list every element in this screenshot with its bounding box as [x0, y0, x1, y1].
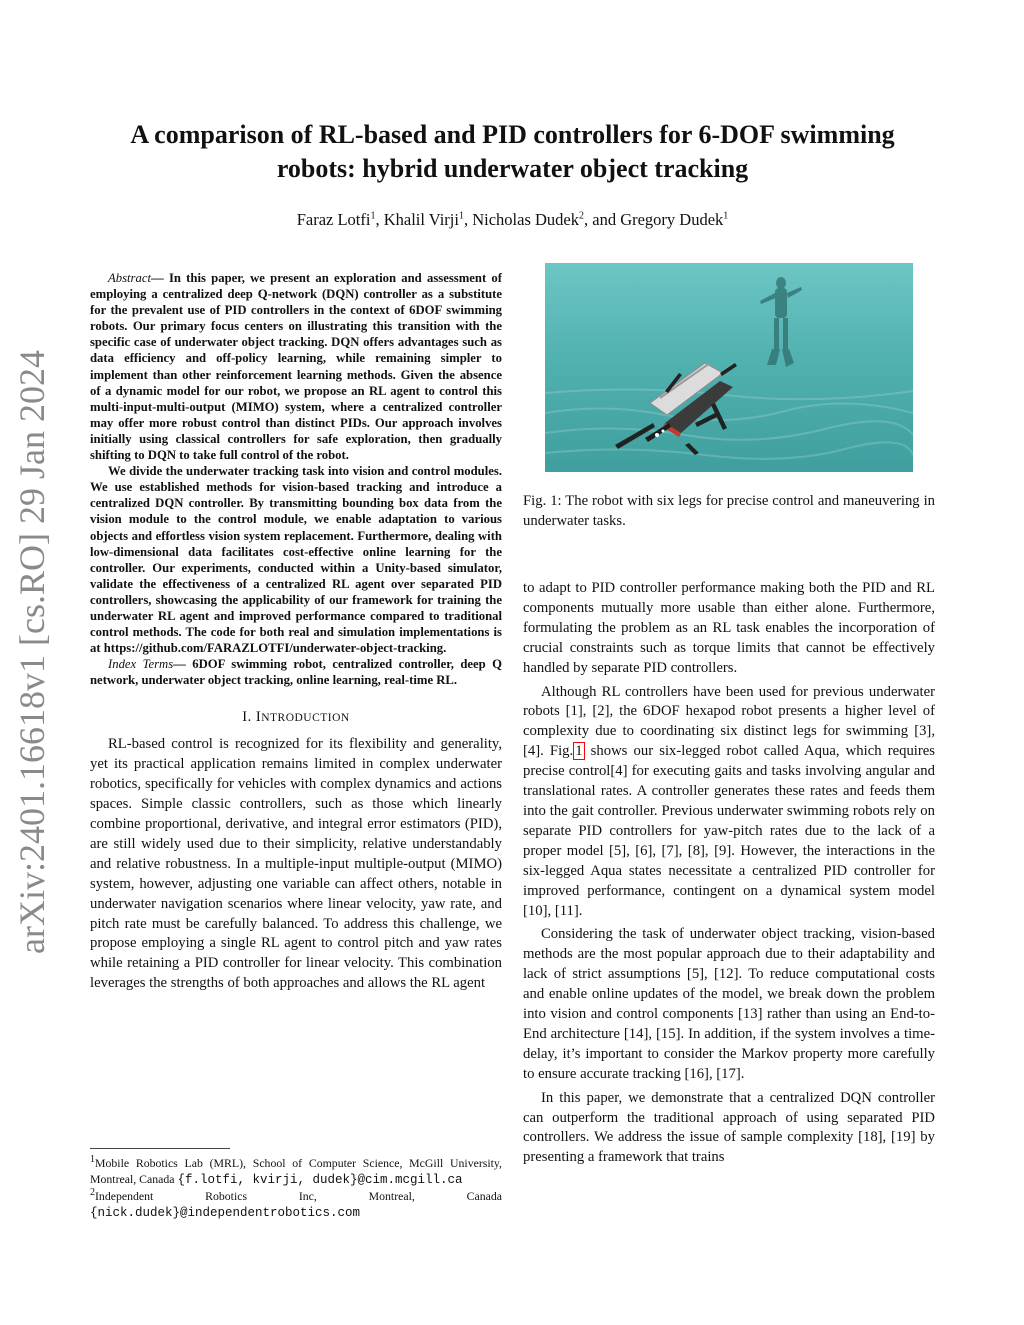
section-rest: NTRODUCTION	[261, 712, 350, 725]
section-heading-introduction	[90, 708, 502, 729]
footnote-1	[90, 1155, 502, 1188]
author-name: Nicholas Dudek	[472, 210, 579, 229]
author-name: Khalil Virji	[383, 210, 459, 229]
paper-title: A comparison of RL-based and PID controllers for 6-DOF swimming robots: hybrid underwater object tracking	[130, 120, 895, 183]
paragraph	[523, 683, 935, 922]
abstract-dash: —	[151, 271, 169, 285]
affiliation-mark: 2	[579, 210, 584, 222]
abstract-text: In this paper, we present an exploration and assessment of employing a centralized deep Q-network (DQN) controller as a substitute for the prevalent use of PID controllers in the context of 6DOF swimming robots. Our primary focus centers on illustrating this transition with the specific case of underwater object tracking. DQN offers advantages such as data efficiency and off-policy learning, while remaining simpler to implement than other reinforcement learning methods. Given the absence of a dynamic model for our robot, we propose an RL agent to control this multi-input-multi-output (MIMO) system, where a centralized controller may offer more robust control than distinct PIDs. Our approach involves initially using classical controllers for safe exploration, then gradually shifting to DQN to take full control of the robot.	[90, 271, 502, 463]
footnote-mark: 2	[90, 1187, 95, 1199]
left-column	[90, 270, 502, 994]
author-name: Gregory Dudek	[620, 210, 724, 229]
figure-robot-photo	[545, 263, 913, 472]
paragraph: Considering the task of underwater object tracking, vision-based methods are the most popular approach due to their adaptability and lack of strict assumptions [5], [12]. To reduce computational costs and enable online updates of the model, we break down the problem into vision and control components [13] rather than using an End-to-End architecture [14], [15]. In addition, if the system involves a time-delay, it’s important to consider the Markov property more carefully to ensure accurate tracking [16], [17].	[523, 926, 935, 1082]
affiliation-mark: 1	[723, 210, 729, 222]
underwater-photo	[545, 263, 913, 472]
paragraph: to adapt to PID controller performance making both the PID and RL components mutually more usable than either alone. Furthermore, formulating the problem as an RL task enables the incorporation of crucial constraints such as torque limits that cannot be effectively handled by separate PID controllers.	[523, 580, 935, 676]
figure-reference-link[interactable]: 1	[575, 743, 583, 760]
author-separator: , and	[584, 210, 621, 229]
author-name: Faraz Lotfi	[296, 210, 371, 229]
section-numeral: I.	[242, 709, 256, 726]
abstract-paragraph-2: We divide the underwater tracking task into vision and control modules. We use established methods for vision-based tracking and introduce a centralized DQN controller. By transmitting bounding box data from the vision module to the control module, we enable adaptation to various objects and effortless vision system replacement. Furthermore, dealing with low-dimensional data facilitates cost-effective online learning for the controller. Our experiments, conducted within a Unity-based simulator, validate the effectiveness of a centralized RL agent over separated PID controllers, showcasing the applicability of our framework for training the underwater RL agent and improved performance compared to traditional control methods. The code for both real and simulation implementations is at https://github.com/FARAZLOTFI/underwater-object-tracking.	[90, 464, 502, 656]
author-list	[90, 210, 935, 230]
right-column	[523, 579, 935, 1168]
affiliation-mark: 1	[370, 210, 376, 222]
footnote-2	[90, 1188, 502, 1221]
abstract	[90, 270, 502, 463]
paragraph-text: shows our six-legged robot called Aqua, which requires precise control[4] for executing gaits and tasks involving angular and translational rates. A controller generates these rates and feeds them into the gait controller. Previous underwater swimming robots rely on separate PID controllers for yaw-pitch rates due to the lack of a proper model [5], [6], [7], [8], [9]. However, the interactions in the six-legged Aqua states necessitate a centralized PID controller for improved performance, contingent on a dynamical system model [10], [11].	[523, 743, 935, 919]
index-terms-dash: —	[173, 657, 193, 672]
index-terms-label: Index Terms	[108, 657, 174, 672]
index-terms	[90, 656, 502, 688]
footnote-email[interactable]: {nick.dudek}@independentrobotics.com	[90, 1206, 361, 1220]
figure-caption: Fig. 1: The robot with six legs for precise control and maneuvering in underwater tasks.	[523, 493, 935, 529]
arxiv-identifier: arXiv:2401.16618v1 [cs.RO] 29 Jan 2024	[12, 350, 52, 954]
footnote-text: Mobile Robotics Lab (MRL), School of Computer Science, McGill University, Montreal, Canada	[90, 1156, 502, 1186]
footnote-email[interactable]: {f.lotfi, kvirji, dudek}@cim.mcgill.ca	[177, 1173, 463, 1187]
footnote-text: Independent Robotics Inc, Montreal, Canada	[95, 1189, 502, 1203]
paragraph: In this paper, we demonstrate that a centralized DQN controller can outperform the traditional approach of using separated PID controllers. We address the issue of sample complexity [18], [19] by presenting a framework that trains	[523, 1089, 935, 1166]
footnotes	[90, 1148, 502, 1221]
affiliation-mark: 1	[458, 210, 464, 222]
author-separator: ,	[463, 210, 473, 229]
index-terms-text: 6DOF swimming robot, centralized controller, deep Q network, underwater object tracking, online learning, real-time RL.	[90, 657, 502, 688]
footnote-mark: 1	[90, 1154, 95, 1166]
paragraph-text: Although RL controllers have been used for previous underwater robots [1], [2], the 6DOF hexapod robot presents a higher level of complexity due to coordinating six distinct legs for swimming [3], [4]. Fig.	[523, 683, 935, 760]
author-separator: ,	[375, 210, 384, 229]
footnote-rule	[90, 1148, 230, 1149]
abstract-label: Abstract	[108, 271, 151, 285]
intro-paragraph: RL-based control is recognized for its flexibility and generality, yet its practical application remains limited in complex underwater robotics, specifically for vehicles with complex dynamics and actions spaces. Simple classic controllers, such as those which linearly combine proportional, derivative, and integral error estimators (PID), are still widely used due to their simplicity, relative understandably and relative robustness. In a multiple-input multiple-output (MIMO) system, however, adjusting one variable can affect others, notable in underwater navigation scenarios where linear velocity, yaw rate, and pitch rate must be carefully balanced. To address this challenge, we propose employing a single RL agent to control pitch and yaw rates while retaining a PID controller for linear velocity. This combination leverages the strengths of both approaches and allows the RL agent	[90, 736, 502, 992]
section-first-letter: I	[255, 709, 262, 726]
